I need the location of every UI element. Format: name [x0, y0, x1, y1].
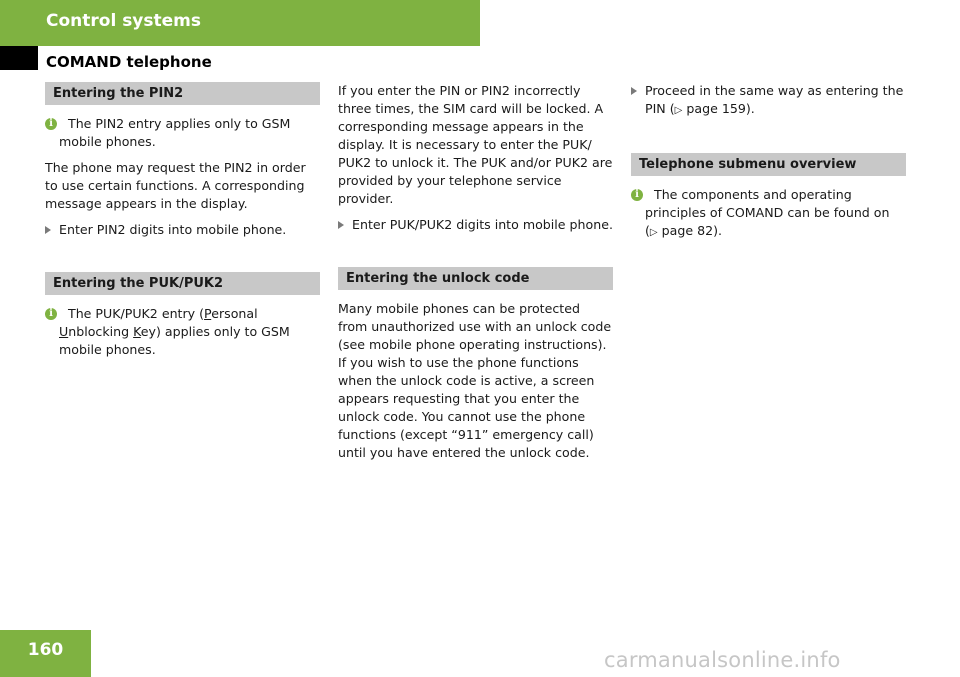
page-reference-icon: ▷	[674, 105, 683, 116]
column-2	[338, 82, 613, 470]
triangle-bullet-icon	[45, 226, 51, 234]
section-title: Control systems	[46, 11, 202, 31]
info-text: The components and operating principles of COMAND can be found on (▷ page 82).	[645, 187, 890, 238]
info-text: The PUK/PUK2 entry (Personal Unblocking Key) applies only to GSM mobile phones.	[59, 306, 290, 357]
watermark: carmanualsonline.info	[604, 648, 841, 672]
unlock-paragraph: Many mobile phones can be protected from unauthorized use with an unlock code (see mobile phone operating instructions). If you wish to use the phone functions when the unlock code is active, a screen appears requesting that you enter the unlock code. You cannot use the phone functions (except “911” emergency call) until you have entered the unlock code.	[338, 301, 612, 460]
info-icon: i	[45, 118, 57, 130]
spacer	[45, 247, 320, 272]
heading-entering-pin2: Entering the PIN2	[45, 82, 320, 105]
info-icon: i	[45, 308, 57, 320]
info-note-puk	[45, 305, 320, 359]
subsection-title: COMAND telephone	[46, 53, 212, 71]
step-puk	[338, 216, 613, 234]
info-icon: i	[631, 189, 643, 201]
subsection-marker	[0, 46, 38, 70]
heading-submenu-overview: Telephone submenu overview	[631, 153, 906, 176]
step-proceed	[631, 82, 906, 120]
triangle-bullet-icon	[338, 221, 344, 229]
info-note-pin2	[45, 115, 320, 151]
step-text: Enter PUK/PUK2 digits into mobile phone.	[352, 217, 613, 232]
heading-unlock-code: Entering the unlock code	[338, 267, 613, 290]
step-text: Enter PIN2 digits into mobile phone.	[59, 222, 287, 237]
column-1	[45, 82, 320, 367]
info-text: The PIN2 entry applies only to GSM mobile phones.	[59, 116, 291, 149]
pin-incorrect-paragraph: If you enter the PIN or PIN2 incorrectly three times, the SIM card will be locked. A corresponding message appears in the display. It is necessary to enter the PUK/ PUK2 to unlock it. The PUK and/or PUK2 are provided by your telephone service provider.	[338, 83, 613, 206]
triangle-bullet-icon	[631, 87, 637, 95]
page-number: 160	[0, 630, 91, 677]
step-pin2	[45, 221, 320, 239]
info-note-submenu	[631, 186, 906, 242]
heading-entering-puk: Entering the PUK/PUK2	[45, 272, 320, 295]
spacer	[338, 242, 613, 267]
pin2-paragraph: The phone may request the PIN2 in order to use certain functions. A corresponding message appears in the display.	[45, 160, 306, 211]
spacer	[631, 128, 906, 153]
column-3	[631, 82, 906, 250]
page-reference-icon: ▷	[649, 227, 658, 238]
step-text: Proceed in the same way as entering the PIN (▷ page 159).	[645, 83, 904, 116]
